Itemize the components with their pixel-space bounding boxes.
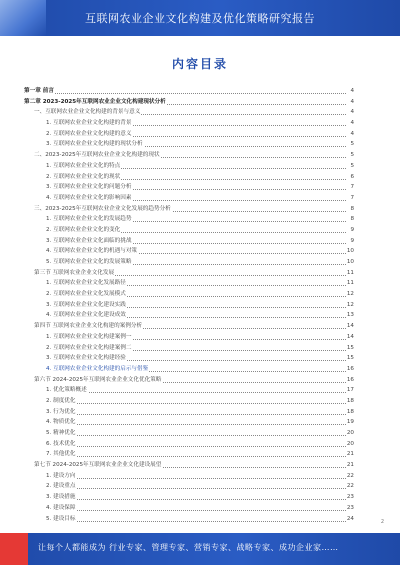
toc-entry-label: 3. 建设措施 bbox=[46, 492, 77, 503]
toc-entry[interactable] bbox=[24, 289, 354, 300]
toc-dot-leader bbox=[46, 392, 346, 393]
toc-entry[interactable] bbox=[24, 139, 354, 150]
footer-accent-block bbox=[0, 533, 28, 565]
toc-entry-label: 3. 互联网农业企业文化构建的现状分析 bbox=[46, 139, 144, 150]
toc-entry-label: 1. 互联网农业企业文化发展路径 bbox=[46, 278, 127, 289]
toc-entry-label: 2. 建设重点 bbox=[46, 481, 77, 492]
toc-entry[interactable] bbox=[24, 407, 354, 418]
toc-entry[interactable] bbox=[24, 97, 354, 108]
toc-entry-label: 第一章 前言 bbox=[24, 86, 55, 97]
toc-entry[interactable] bbox=[24, 118, 354, 129]
toc-entry-page: 6 bbox=[350, 173, 354, 180]
toc-heading: 内容目录 bbox=[171, 57, 228, 71]
toc-entry-label: 7. 其他优化 bbox=[46, 449, 77, 460]
toc-entry-page: 16 bbox=[346, 376, 354, 383]
toc-entry-label: 1. 互联网农业企业文化的发展趋势 bbox=[46, 214, 132, 225]
toc-entry[interactable] bbox=[24, 300, 354, 311]
toc-dot-leader bbox=[46, 446, 346, 447]
toc-entry-label: 2. 互联网农业企业文化构建的意义 bbox=[46, 129, 132, 140]
toc-entry-page: 7 bbox=[350, 194, 354, 201]
toc-entry-page: 4 bbox=[350, 120, 354, 127]
toc-entry-page: 4 bbox=[350, 130, 354, 137]
toc-entry-label: 3. 互联网农业企业文化面临的挑战 bbox=[46, 236, 132, 247]
toc-entry[interactable] bbox=[24, 257, 354, 268]
toc-entry[interactable] bbox=[24, 471, 354, 482]
toc-dot-leader bbox=[24, 93, 346, 94]
toc-entry-page: 10 bbox=[346, 259, 354, 265]
toc-entry-label: 4. 互联网农业企业文化建设成效 bbox=[46, 310, 127, 321]
toc-entry-page: 18 bbox=[346, 408, 354, 415]
page-number: 2 bbox=[380, 519, 384, 525]
toc-entry[interactable] bbox=[24, 161, 354, 172]
toc-entry[interactable] bbox=[24, 86, 354, 97]
toc-entry-label: 5. 建设目标 bbox=[46, 514, 77, 525]
toc-entry-label: 1. 互联网农业企业文化的特点 bbox=[46, 161, 121, 172]
toc-entry-page: 21 bbox=[346, 451, 354, 458]
toc-entry[interactable] bbox=[24, 193, 354, 204]
toc-dot-leader bbox=[46, 499, 346, 500]
toc-entry[interactable] bbox=[24, 503, 354, 514]
toc-entry[interactable] bbox=[24, 417, 354, 428]
toc-entry[interactable] bbox=[24, 225, 354, 236]
toc-entry[interactable] bbox=[24, 278, 354, 289]
toc-entry-page: 11 bbox=[346, 280, 354, 287]
toc-dot-leader bbox=[46, 403, 346, 404]
toc-entry-label: 5. 精神优化 bbox=[46, 428, 77, 439]
toc-entry-page: 22 bbox=[346, 483, 354, 490]
toc-entry-page: 12 bbox=[346, 301, 354, 308]
toc-entry-page: 23 bbox=[346, 504, 354, 511]
toc-entry[interactable] bbox=[24, 214, 354, 225]
toc-entry-page: 8 bbox=[350, 205, 354, 212]
toc-entry[interactable] bbox=[24, 460, 354, 471]
toc-entry[interactable] bbox=[24, 246, 354, 257]
toc-entry-label: 2. 制度优化 bbox=[46, 396, 77, 407]
toc-entry[interactable] bbox=[24, 396, 354, 407]
toc-entry-label: 第二章 2023-2025年互联网农业企业文化构建现状分析 bbox=[24, 97, 167, 108]
toc-entry-label: 第三节 互联网农业企业文化发展 bbox=[34, 268, 115, 279]
toc-entry-label: 2. 互联网农业企业文化构建案例二 bbox=[46, 343, 132, 354]
toc-entry-label: 1. 优化策略概述 bbox=[46, 385, 88, 396]
toc-entry-page: 10 bbox=[346, 248, 354, 255]
toc-entry-label: 3. 行为优化 bbox=[46, 407, 77, 418]
toc-entry-page: 7 bbox=[350, 184, 354, 191]
toc-dot-leader bbox=[46, 510, 346, 511]
toc-entry-page: 18 bbox=[346, 397, 354, 404]
toc-entry-page: 14 bbox=[346, 333, 354, 340]
toc-entry-label: 4. 互联网农业企业文化构建的启示与借鉴 bbox=[46, 364, 149, 375]
toc-entry-page: 4 bbox=[350, 109, 354, 116]
toc-entry-label: 1. 建设方向 bbox=[46, 471, 77, 482]
toc-entry-page: 15 bbox=[346, 344, 354, 351]
toc-entry[interactable] bbox=[24, 343, 354, 354]
toc-entry-label: 3. 互联网农业企业文化的问题分析 bbox=[46, 182, 132, 193]
toc-entry[interactable] bbox=[24, 375, 354, 386]
toc-entry[interactable] bbox=[24, 364, 354, 375]
toc-entry-label: 一、互联网农业企业文化构建的背景与意义 bbox=[34, 107, 141, 118]
toc-entry-label: 1. 互联网农业企业文化构建的背景 bbox=[46, 118, 132, 129]
toc-entry-page: 14 bbox=[346, 323, 354, 330]
toc-entry-page: 5 bbox=[350, 141, 354, 148]
toc-dot-leader bbox=[46, 424, 346, 425]
toc-entry[interactable] bbox=[24, 439, 354, 450]
toc-entry-page: 4 bbox=[350, 98, 354, 105]
toc-entry-page: 24 bbox=[346, 515, 354, 522]
toc-entry[interactable] bbox=[24, 481, 354, 492]
toc-entry-label: 4. 建设保障 bbox=[46, 503, 77, 514]
toc-entry-label: 4. 互联网农业企业文化的影响因素 bbox=[46, 193, 132, 204]
toc-entry-page: 13 bbox=[346, 312, 354, 319]
toc-entry-label: 6. 技术优化 bbox=[46, 439, 77, 450]
toc-entry-page: 23 bbox=[346, 494, 354, 501]
toc-entry-label: 第七节 2024-2025年互联网农业企业文化建设展望 bbox=[34, 460, 162, 471]
toc-entry[interactable] bbox=[24, 182, 354, 193]
report-title: 互联网农业企业文化构建及优化策略研究报告 bbox=[85, 12, 315, 25]
toc-entry-page: 17 bbox=[346, 387, 354, 394]
toc-entry-page: 9 bbox=[350, 237, 354, 244]
toc-dot-leader bbox=[46, 478, 346, 479]
toc-entry[interactable] bbox=[24, 428, 354, 439]
toc-entry-page: 9 bbox=[350, 226, 354, 233]
toc-entry-label: 3. 互联网农业企业文化建设实践 bbox=[46, 300, 127, 311]
toc-entry-page: 20 bbox=[346, 430, 354, 436]
toc-entry[interactable] bbox=[24, 107, 354, 118]
toc-entry[interactable] bbox=[24, 449, 354, 460]
report-footer bbox=[0, 533, 400, 565]
toc-entry-label: 2. 互联网农业企业文化发展模式 bbox=[46, 289, 127, 300]
toc-entry[interactable] bbox=[24, 268, 354, 279]
toc-entry-label: 3. 互联网农业企业文化构建经验 bbox=[46, 353, 127, 364]
toc-entry-label: 第四节 互联网农业企业文化构建的案例分析 bbox=[34, 321, 143, 332]
toc-entry-page: 11 bbox=[346, 269, 354, 276]
toc-entry-label: 三、2023-2025年互联网农业企业文化发展的趋势分析 bbox=[34, 204, 172, 215]
toc-entry-page: 22 bbox=[346, 472, 354, 479]
toc-entry[interactable] bbox=[24, 150, 354, 161]
toc-entry-label: 5. 互联网农业企业文化的发展策略 bbox=[46, 257, 132, 268]
toc-entry-page: 5 bbox=[350, 152, 354, 159]
toc-entry-page: 4 bbox=[350, 88, 354, 94]
toc-entry[interactable] bbox=[24, 385, 354, 396]
toc-entry-label: 4. 互联网农业企业文化的机遇与对策 bbox=[46, 246, 138, 257]
toc-entry-page: 16 bbox=[346, 365, 354, 372]
toc-dot-leader bbox=[46, 414, 346, 415]
toc-entry[interactable] bbox=[24, 514, 354, 525]
toc-entry-page: 19 bbox=[346, 419, 354, 426]
toc-entry-page: 20 bbox=[346, 440, 354, 447]
toc-entry[interactable] bbox=[24, 129, 354, 140]
toc-entry-label: 第六节 2024-2025年互联网农业企业文化优化策略 bbox=[34, 375, 162, 386]
toc-entry-page: 12 bbox=[346, 291, 354, 298]
table-of-contents bbox=[24, 86, 354, 524]
toc-entry[interactable] bbox=[24, 332, 354, 343]
toc-entry-label: 4. 物质优化 bbox=[46, 417, 77, 428]
toc-entry-page: 5 bbox=[350, 162, 354, 169]
toc-dot-leader bbox=[46, 435, 346, 436]
toc-entry-page: 8 bbox=[350, 216, 354, 223]
toc-entry-page: 15 bbox=[346, 355, 354, 362]
toc-entry-label: 1. 互联网农业企业文化构建案例一 bbox=[46, 332, 132, 343]
toc-entry[interactable] bbox=[24, 236, 354, 247]
toc-entry[interactable] bbox=[24, 321, 354, 332]
toc-dot-leader bbox=[46, 456, 346, 457]
toc-entry[interactable] bbox=[24, 172, 354, 183]
toc-entry-label: 二、2023-2025年互联网农业企业文化构建的现状 bbox=[34, 150, 161, 161]
toc-dot-leader bbox=[46, 521, 346, 522]
toc-entry[interactable] bbox=[24, 310, 354, 321]
toc-entry-label: 2. 互联网农业企业文化的变化 bbox=[46, 225, 121, 236]
toc-dot-leader bbox=[46, 488, 346, 489]
toc-entry[interactable] bbox=[24, 204, 354, 215]
toc-entry-label: 2. 互联网农业企业文化的现状 bbox=[46, 172, 121, 183]
toc-entry[interactable] bbox=[24, 353, 354, 364]
report-header bbox=[0, 0, 400, 36]
footer-slogan: 让每个人都能成为 行业专家、管理专家、营销专家、战略专家、成功企业家…… bbox=[38, 543, 339, 552]
toc-entry-page: 21 bbox=[346, 462, 354, 469]
toc-entry[interactable] bbox=[24, 492, 354, 503]
